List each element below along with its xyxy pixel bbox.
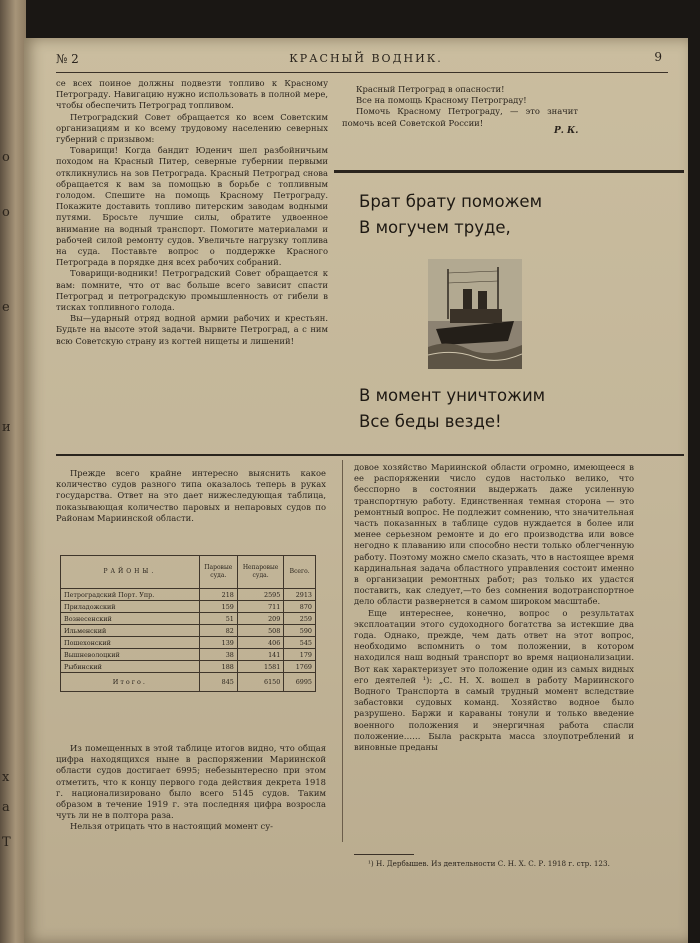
poem-line: Все беды везде! — [359, 412, 502, 431]
left-column-bottom — [56, 743, 326, 833]
value-cell: 82 — [199, 625, 237, 637]
poem-line: Брат брату поможем — [359, 192, 543, 211]
poem-line: В момент уничтожим — [359, 386, 546, 405]
paragraph: се всех поиное должны подвезти топливо к Красному Петрограду. Навигацию нужно использовать в полной мере, чтобы обеспечить Петроград топливом. — [56, 78, 328, 111]
journal-title: КРАСНЫЙ ВОДНИК. — [289, 52, 443, 65]
value-cell: 259 — [284, 613, 316, 625]
region-cell: Петроградский Порт. Упр. — [61, 589, 200, 601]
slogan-line: Все на помощь Красному Петрограду! — [356, 95, 527, 106]
paragraph: Петроградский Совет обращается ко всем Советским организациям и ко всему трудовому населению северных губерний с призывом: — [56, 111, 328, 145]
paragraph: Нельзя отрицать что в настоящий момент су- — [70, 821, 273, 832]
right-column-bottom — [354, 462, 634, 753]
value-cell: 159 — [199, 601, 237, 613]
prev-page-fragment: e — [2, 300, 10, 315]
total-cell: 6150 — [237, 673, 283, 692]
value-cell: 2595 — [237, 589, 283, 601]
paragraph: Товарищи! Когда бандит Юденич шел разбойничьим походом на Красный Питер, северные губернии первыми откликнулись на зов Петрограда. Красный Петроград снова обращается к вам за помощью в борьбе с топливным голодом. Спешите на помощь Красному Петрограду. Покажите доставить топливо питерским заводам водными путями. Бросьте лучшие силы, обратите удвоенное внимание на водный транспорт. Помогите материалами и рабочей силой ремонту судов. Увеличьте нагрузку топлива на суда. Поставьте вопрос о поддержке Красного Петрограда в порядке дня всех рабочих собраний. — [56, 145, 328, 268]
footnote — [354, 859, 634, 869]
table-row — [61, 589, 316, 601]
page-header — [56, 52, 668, 73]
region-cell: Ильменский — [61, 625, 200, 637]
left-column-top — [56, 78, 328, 347]
poster-box — [334, 170, 684, 451]
prev-page-fragment: T — [2, 835, 11, 850]
prev-page-fragment: и — [2, 420, 11, 435]
table-row — [61, 613, 316, 625]
slogan-line: Помочь Красному Петрограду, — это значит помочь всей Советской России! — [342, 106, 578, 128]
value-cell: 508 — [237, 625, 283, 637]
value-cell: 218 — [199, 589, 237, 601]
paragraph: Товарищи-водники! Петроградский Совет обращается к вам: помните, что от вас больше всего зависит спасти Петроград и петроградскую промышленность от гибели в тисках топливного голода. — [56, 268, 328, 313]
table-row — [61, 637, 316, 649]
left-column-intro — [56, 468, 326, 524]
region-cell: Пошехонский — [61, 637, 200, 649]
table-row — [61, 601, 316, 613]
vessels-table — [60, 555, 316, 692]
region-cell: Вышневолоцкий — [61, 649, 200, 661]
poem-line: В могучем труде, — [359, 218, 511, 237]
column-header: Паровые суда. — [199, 556, 237, 589]
value-cell: 179 — [284, 649, 316, 661]
value-cell: 139 — [199, 637, 237, 649]
slogan-line: Красный Петроград в опасности! — [356, 84, 505, 94]
prev-page-fragment: o — [2, 205, 10, 220]
issue-number: № 2 — [56, 52, 79, 66]
page-number: 9 — [654, 50, 662, 64]
steamship-icon — [428, 259, 522, 369]
footnote-text: ¹) Н. Дербышев. Из деятельности С. Н. Х. С. Р. 1918 г. стр. 123. — [368, 859, 610, 868]
total-cell: 845 — [199, 673, 237, 692]
value-cell: 51 — [199, 613, 237, 625]
journal-page — [24, 38, 688, 943]
table-row — [61, 661, 316, 673]
prev-page-fragment: а — [2, 800, 10, 815]
paragraph: Из помещенных в этой таблице итогов видно, что общая цифра находящихся ныне в распоряжении Мариинской области судов достигает 6995; небезынтересно при этом отметить, что к концу первого года действия декрета 1918 г. национализировано было всего 5145 судов. Таким образом в течение 1919 г. эта последняя цифра возросла чуть ли не в полтора раза. — [56, 743, 326, 821]
paragraph: Вы—ударный отряд водной армии рабочих и крестьян. Будьте на высоте этой задачи. Вырвите Петроград, а с ним всю Советскую страну из когтей нищеты и лишений! — [56, 313, 328, 346]
value-cell: 870 — [284, 601, 316, 613]
value-cell: 711 — [237, 601, 283, 613]
value-cell: 1581 — [237, 661, 283, 673]
value-cell: 590 — [284, 625, 316, 637]
previous-page-edge — [0, 0, 26, 943]
value-cell: 2913 — [284, 589, 316, 601]
value-cell: 545 — [284, 637, 316, 649]
region-cell: Рыбинский — [61, 661, 200, 673]
column-divider — [342, 460, 343, 842]
region-cell: Вознесенский — [61, 613, 200, 625]
total-cell: 6995 — [284, 673, 316, 692]
paragraph: Еще интереснее, конечно, вопрос о результатах эксплоатации этого судоходного богатства за истекшие два года. Однако, прежде, чем дать ответ на этот вопрос, необходимо вспомнить о том положении, в котором находился наш водный транспорт во время национализации. Вот как характеризует это положение один из самых видных его деятелей ¹): „С. Н. Х. вошел в работу Мариинского Водного Транспорта в самый трудный момент вследствие забастовки судовых команд. Хозяйство водное было разрушено. Баржи и караваны тонули и только введение военного положения и энергичная работа спасли положение…… Была раскрыта масса злоупотреблений и виновные преданы — [354, 607, 634, 753]
region-cell: Приладожский — [61, 601, 200, 613]
right-column-top — [342, 84, 578, 129]
paragraph: довое хозяйство Мариинской области огромно, имеющееся в ее распоряжении число судов настолько велико, что бесспорно в состоянии выдержать даже усиленную транспортную работу. Единственная темная сторона — это ремонтный вопрос. Не подлежит сомнению, что значительная часть показанных в таблице судов нуждается в более или менее серьезном ремонте и до его производства или вовсе негодно к плаванию или способно нести только облегченную работу. Поэтому можно смело сказать, что в настоящее время кардинальная задача областного управления состоит именно в организации ремонтных работ; раз только их удастся поставить, как следует,—то без сомнения водотранспортное дело области развернется в самом широком масштабе. — [354, 462, 634, 607]
value-cell: 141 — [237, 649, 283, 661]
prev-page-fragment: o — [2, 150, 10, 165]
value-cell: 406 — [237, 637, 283, 649]
table-total-row — [61, 673, 316, 692]
paragraph: Прежде всего крайне интересно выяснить какое количество судов разного типа оказалось теперь в руках государства. Ответ на это дает нижеследующая таблица, показывающая количество паровых и непаровых судов по Районам Мариинской области. — [56, 468, 326, 523]
section-divider — [56, 454, 684, 456]
value-cell: 209 — [237, 613, 283, 625]
table-row — [61, 625, 316, 637]
signature: Р. К. — [554, 126, 579, 136]
value-cell: 1769 — [284, 661, 316, 673]
table-header-row — [61, 556, 316, 589]
value-cell: 38 — [199, 649, 237, 661]
total-label: Итого. — [61, 673, 200, 692]
footnote-rule — [354, 854, 414, 855]
table-row — [61, 649, 316, 661]
value-cell: 188 — [199, 661, 237, 673]
column-header: Непаровые суда. — [237, 556, 283, 589]
column-header: Всего. — [284, 556, 316, 589]
prev-page-fragment: x — [2, 770, 10, 785]
column-header: РАЙОНЫ. — [61, 556, 200, 589]
